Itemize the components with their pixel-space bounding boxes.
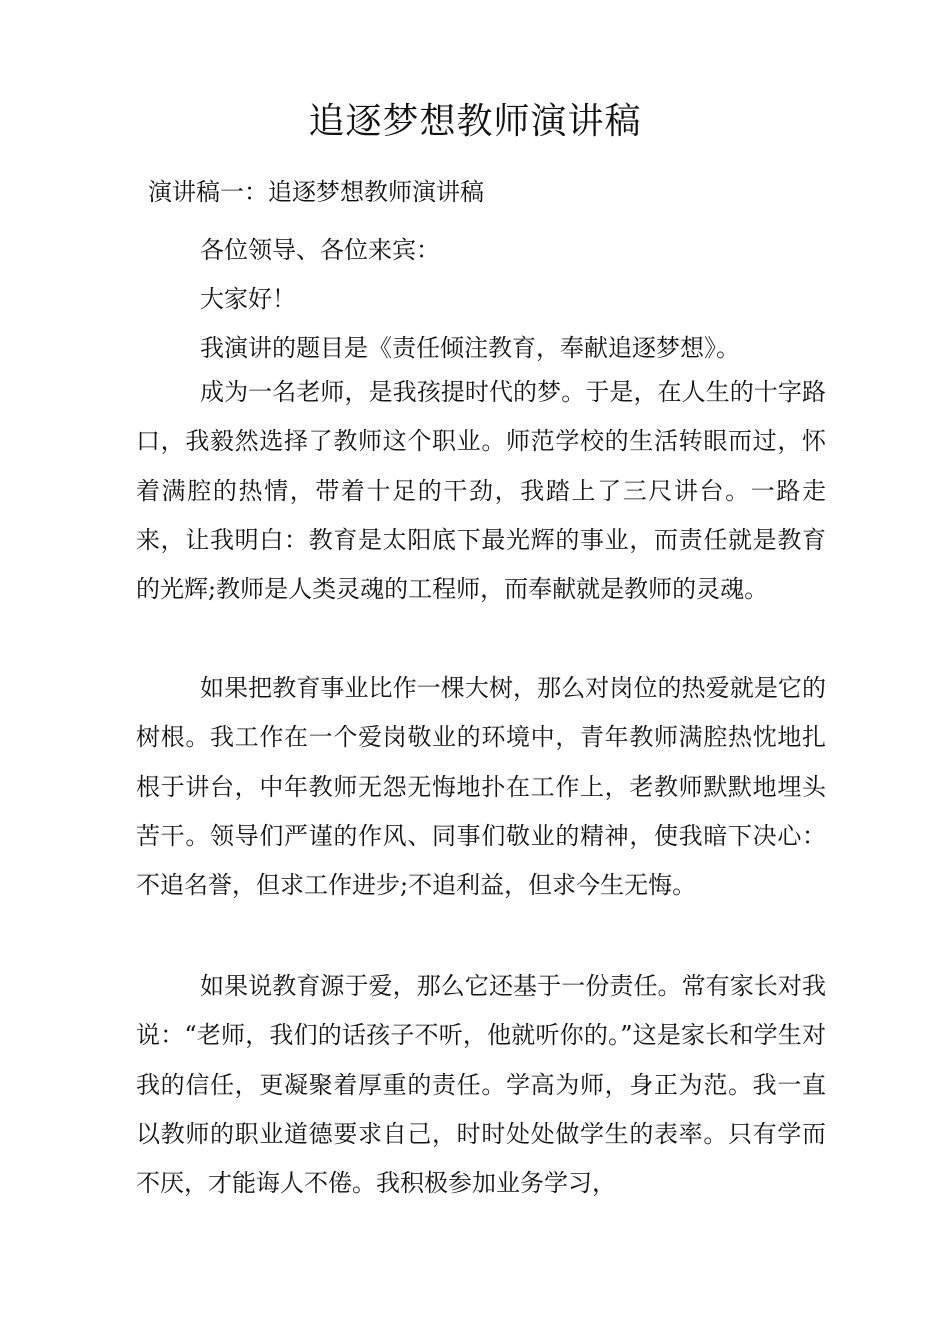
paragraph: 如果把教育事业比作一棵大树，那么对岗位的热爱就是它的树根。我工作在一个爱岗敬业的环境中，青年教师满腔热忱地扎根于讲台，中年教师无怨无悔地扑在工作上，老教师默默地埋头苦干。领导们严谨的作风、同事们敬业的精神，使我暗下决心：不追名誉，但求工作进步;不追利益，但求今生无悔。 bbox=[136, 674, 826, 900]
hello-line: 大家好！ bbox=[200, 285, 296, 313]
section-subtitle: 演讲稿一：追逐梦想教师演讲稿 bbox=[148, 178, 484, 206]
topic-line: 我演讲的题目是《责任倾注教育，奉献追逐梦想》。 bbox=[200, 334, 740, 362]
paragraph: 如果说教育源于爱，那么它还基于一份责任。常有家长对我说：“老师，我们的话孩子不听，他就听你的。”这是家长和学生对我的信任，更凝聚着厚重的责任。学高为师，身正为范。我一直以教师的职业道德要求自己，时时处处做学生的表率。只有学而不厌，才能诲人不倦。我积极参加业务学习， bbox=[136, 972, 826, 1198]
greeting-line: 各位领导、各位来宾： bbox=[200, 236, 440, 264]
paragraph: 成为一名老师，是我孩提时代的梦。于是，在人生的十字路口，我毅然选择了教师这个职业。师范学校的生活转眼而过，怀着满腔的热情，带着十足的干劲，我踏上了三尺讲台。一路走来，让我明白：教育是太阳底下最光辉的事业，而责任就是教育的光辉;教师是人类灵魂的工程师，而奉献就是教师的灵魂。 bbox=[136, 378, 826, 604]
page-title: 追逐梦想教师演讲稿 bbox=[308, 101, 642, 142]
